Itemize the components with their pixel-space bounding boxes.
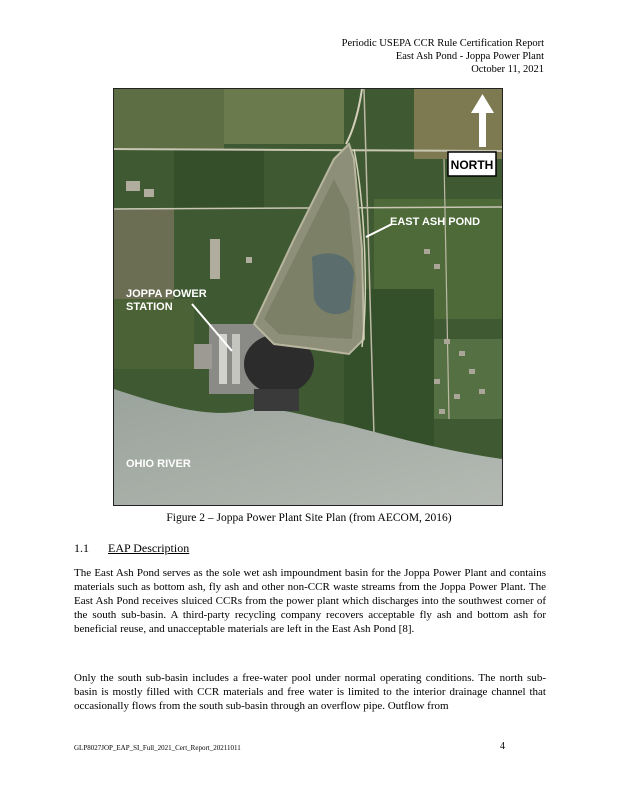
header-report-title: Periodic USEPA CCR Rule Certification Report bbox=[341, 38, 544, 49]
section-heading bbox=[74, 541, 189, 556]
east-ash-pond-label: EAST ASH POND bbox=[390, 216, 481, 228]
joppa-label-line2: STATION bbox=[126, 301, 173, 313]
figure-caption: Figure 2 – Joppa Power Plant Site Plan (from AECOM, 2016) bbox=[166, 512, 452, 524]
joppa-label-line1: JOPPA POWER bbox=[126, 288, 207, 300]
section-title: EAP Description bbox=[108, 541, 190, 555]
page-number: 4 bbox=[500, 741, 505, 752]
report-header bbox=[342, 37, 544, 76]
header-site-name: East Ash Pond - Joppa Power Plant bbox=[395, 51, 544, 62]
site-plan-figure bbox=[113, 88, 503, 506]
section-number: 1.1 bbox=[74, 541, 89, 555]
paragraph-1: The East Ash Pond serves as the sole wet ash impoundment basin for the Joppa Power Plant and contains materials such as bottom ash, fly ash and other non-CCR waste streams from the Joppa Power Plant. The East Ash Pond receives sluiced CCRs from the power plant which discharges into the southwest corner of the south sub-basin. A third-party recycling company recovers acceptable fly ash and bottom ash for beneficial reuse, and unacceptable materials are left in the East Ash Pond [8]. bbox=[74, 567, 546, 635]
north-label: NORTH bbox=[450, 158, 494, 172]
paragraph-2: Only the south sub-basin includes a free-water pool under normal operating conditions. The north sub-basin is mostly filled with CCR materials and free water is limited to the interior drainage channel that occasionally flows from the south sub-basin through an overflow pipe. Outflow from bbox=[74, 672, 546, 712]
header-date: October 11, 2021 bbox=[471, 64, 544, 75]
aerial-photo bbox=[114, 89, 502, 505]
ohio-river-label: OHIO RIVER bbox=[126, 458, 191, 470]
footer-doc-id: GLP8027JOP_EAP_SI_Full_2021_Cert_Report_20211011 bbox=[74, 744, 241, 752]
